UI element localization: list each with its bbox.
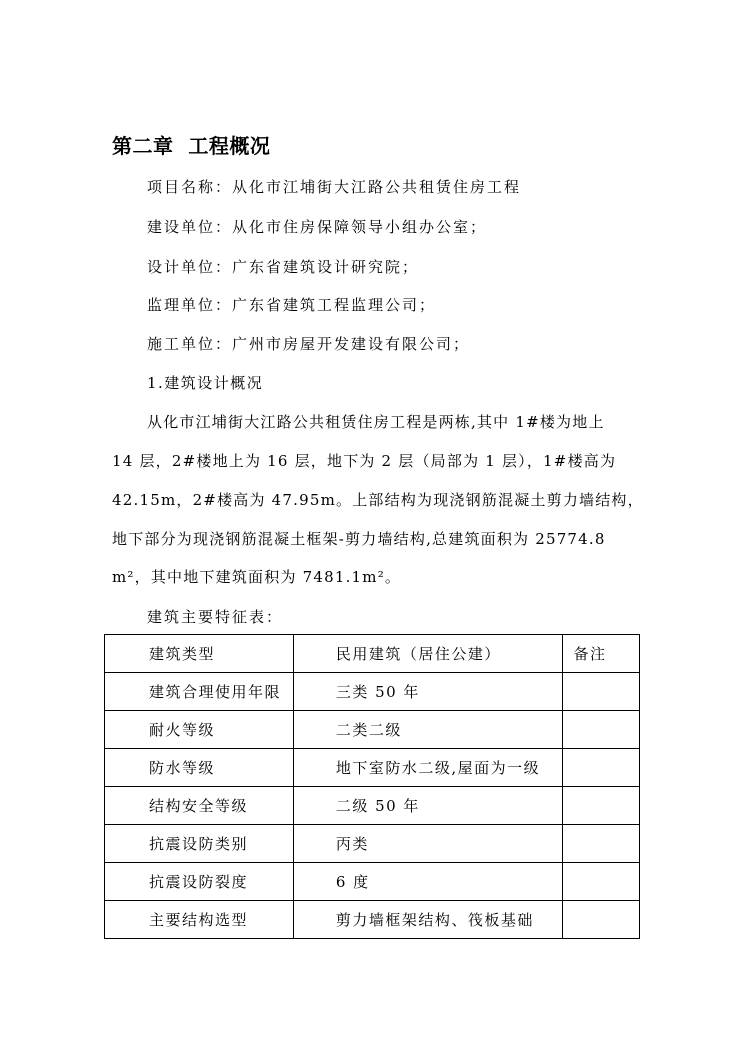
table-caption: 建筑主要特征表：	[147, 608, 284, 626]
designer-line: 设计单位：广东省建筑设计研究院；	[147, 258, 420, 276]
chapter-title: 第二章 工程概况	[112, 134, 271, 158]
table-cell: 6 度	[293, 863, 563, 901]
table-cell	[563, 749, 640, 787]
table-cell: 防水等级	[105, 749, 294, 787]
table-cell	[563, 825, 640, 863]
table-cell: 地下室防水二级,屋面为一级	[293, 749, 563, 787]
table-cell	[563, 787, 640, 825]
table-cell	[563, 863, 640, 901]
table-row	[105, 635, 640, 673]
table-cell: 三类 50 年	[293, 673, 563, 711]
table-cell	[563, 673, 640, 711]
table-cell: 建筑合理使用年限	[105, 673, 294, 711]
supervisor-line: 监理单位：广东省建筑工程监理公司；	[147, 296, 437, 314]
features-table	[104, 634, 640, 939]
table-cell: 抗震设防裂度	[105, 863, 294, 901]
table-cell: 主要结构选型	[105, 901, 294, 939]
paragraph-line: 地下部分为现浇钢筋混凝土框架-剪力墙结构,总建筑面积为 25774.8	[112, 530, 606, 548]
table-cell: 剪力墙框架结构、筏板基础	[293, 901, 563, 939]
table-cell: 抗震设防类别	[105, 825, 294, 863]
table-cell: 二类二级	[293, 711, 563, 749]
paragraph-line: 42.15m，2#楼高为 47.95m。上部结构为现浇钢筋混凝土剪力墙结构，	[112, 491, 644, 509]
table-row	[105, 673, 640, 711]
builder-line: 施工单位：广州市房屋开发建设有限公司；	[147, 335, 471, 353]
table-cell: 耐火等级	[105, 711, 294, 749]
table-cell: 备注	[563, 635, 640, 673]
paragraph-line: m²，其中地下建筑面积为 7481.1m²。	[112, 568, 402, 586]
table-row	[105, 711, 640, 749]
table-cell: 结构安全等级	[105, 787, 294, 825]
table-row	[105, 901, 640, 939]
table-cell: 建筑类型	[105, 635, 294, 673]
table-cell	[563, 711, 640, 749]
project-name-line: 项目名称：从化市江埔街大江路公共租赁住房工程	[147, 178, 522, 196]
table-row	[105, 787, 640, 825]
table-cell: 二级 50 年	[293, 787, 563, 825]
table-cell: 民用建筑（居住公建）	[293, 635, 563, 673]
owner-line: 建设单位：从化市住房保障领导小组办公室；	[147, 218, 488, 236]
table-row	[105, 749, 640, 787]
paragraph-line: 14 层，2#楼地上为 16 层，地下为 2 层（局部为 1 层），1#楼高为	[112, 452, 617, 470]
table-cell: 丙类	[293, 825, 563, 863]
table-row	[105, 863, 640, 901]
table-cell	[563, 901, 640, 939]
paragraph-line: 从化市江埔街大江路公共租赁住房工程是两栋,其中 1#楼为地上	[147, 413, 605, 431]
section-heading: 1.建筑设计概况	[147, 374, 264, 392]
table-row	[105, 825, 640, 863]
